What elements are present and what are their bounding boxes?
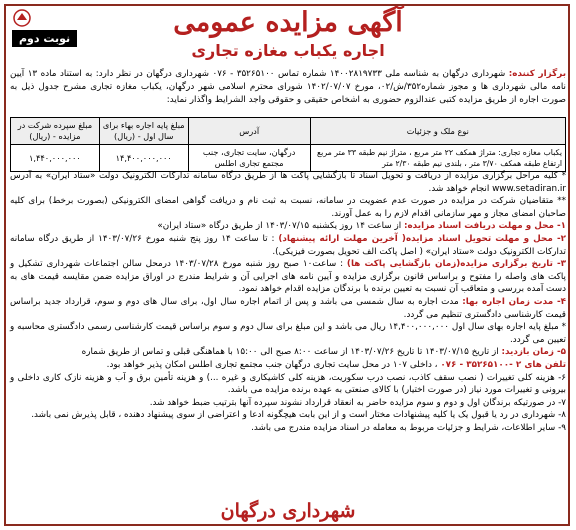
cell-address: درگهان، سایت تجاری، جنب مجتمع تجاری اطلس [188, 145, 310, 172]
terms-body [10, 170, 566, 434]
intro-label: برگزار کننده: [508, 69, 566, 79]
intro-paragraph [10, 68, 566, 107]
page-title: آگهی مزایده عمومی [173, 7, 403, 38]
term-item: ۹- سایر اطلاعات، شرایط و جزئیات مربوط به معامله در اسناد مزایده مندرج می باشد. [251, 422, 566, 433]
term-item: * کلیه مراحل برگزاری مزایده از دریافت و تحویل اسناد تا بازگشایی پاکت ها از طریق درگاه سامانه تدارکات الکترونیک دولت «ستاد ایران» به آدرس www.setadiran.ir انجام خواهد شد. [10, 171, 566, 194]
term-item: * مبلغ پایه اجاره بهای سال اول ۱۴,۴۰۰,۰۰۰,۰۰۰ ریال می باشد و این مبلغ برای سال دوم و سوم براساس قیمت کارشناسی رسمی دادگستری محاسبه و تعیین می گردد. [10, 322, 566, 345]
term-item: ۴- مدت زمان اجاره بها: مدت اجاره به سال شمسی می باشد و پس از اتمام اجاره سال اول، برای سال های دوم و سوم، قرارداد جدید براساس قیمت کارشناسی دادگستری تنظیم می گردد. [10, 296, 566, 320]
cell-base-price: ۱۴,۴۰۰,۰۰۰,۰۰۰ [99, 145, 188, 172]
table-header-row [11, 118, 566, 145]
issuer-signature: شهرداری درگهان [220, 500, 356, 522]
term-item: ۷- در صورتیکه برندگان اول و دوم و سوم مزایده حاضر به انعقاد قرارداد نشوند سپرده آنها بترتیب ضبط خواهد شد. [149, 397, 566, 408]
page-subtitle: اجاره یکباب مغازه تجاری [191, 41, 385, 60]
cell-deposit: ۱,۴۴۰,۰۰۰,۰۰۰ [11, 145, 100, 172]
header-base-price: مبلغ پایه اجاره بهاء برای سال اول - (ریال) [99, 118, 188, 145]
table-row [11, 145, 566, 172]
term-item: ۳- تاریخ برگزاری مزایده(زمان بازگشایی پاکت ها) : ساعت۱۰ صبح روز شنبه مورخ ۱۴۰۳/۰۷/۲۸ درمحل سالن اجتماعات شهرداری تشکیل و پاکت های واصله را مفتوح و براساس قانون برگزاری مزایده و آیین نامه های اجرایی آن و شرایط مندرج در اوراق مزایده ضمن مقایسه قیمت های به دست آمده بررسی و متعاقب آن نسبت به تعیین برنده با برندگان مزایده اقدام خواهد نمود. [10, 259, 567, 295]
term-item: ۱- محل و مهلت دریافت اسناد مزایده: از ساعت ۱۴ روز یکشنبه ۱۴۰۳/۰۷/۱۵ از طریق درگاه «ستاد ایران» [157, 221, 566, 232]
notice-round-badge: نوبت دوم [12, 30, 77, 47]
intro-text: شهرداری درگهان به شناسه ملی ۱۴۰۰۲۸۱۹۷۳۳ شماره تماس ۳۵۲۶۵۱۰۰ - ۰۷۶ شهرداری درگهان در نظر دارد: به استناد ماده ۱۳ آیین نامه مالی شهرداری ها و مجوز شماره۳۵۲/ش/۰۲، مورخ ۱۴۰۲/۰۷/۰۷ شورای محترم اسلامی شهر درگهان، یکباب مغازه تجاری مشرح جدول ذیل به صورت اجاره از طریق مزایده کتبی عندالزوم حضوری به اشخاص حقیقی و حقوقی واجد الشرایط واگذار نماید: [10, 69, 566, 105]
cell-description: یکباب مغازه تجاری: متراژ همکف ۲۲ متر مربع ، متراژ نیم طبقه ۳۳ متر مربع ارتفاع طبقه همکف ۳/۷۰ متر ، بلندی نیم طبقه ۲/۳۰ متر [310, 145, 565, 172]
term-item: ** متقاضیان شرکت در مزایده در صورت عدم عضویت در سامانه، نسبت به ثبت نام و دریافت گواهی امضای الکترونیکی (بصورت برخط) برای کلیه صاحبان امضای مجاز و مهر سازمانی اقدام لازم را به عمل آورند. [10, 196, 566, 219]
term-item: تلفن های ۲ -۳۵۲۶۵۱۰۰ - ۰۷۶ ، داخلی ۱۰۷ در محل سایت تجاری درگهان جنب مجتمع تجاری اطلس امکان پذیر خواهد بود. [106, 359, 566, 370]
header-description: نوع ملک و جزئیات [310, 118, 565, 145]
header-deposit: مبلغ سپرده شرکت در مزایده - (ریال) [11, 118, 100, 145]
header-address: آدرس [188, 118, 310, 145]
auction-items-table [10, 117, 566, 172]
term-item: ۶- هزینه کلی تغییرات ( نصب سقف کاذب، نصب درب سکوریت، هزینه کلی کاشیکاری و غیره ...) و هزینه تأمین برق و آب و هزینه نازک کاری داخلی و بیرونی و تغییرات مورد نیاز (در صورت اختیار) با کالای صنعتی به عهده برنده مزایده می باشد. [10, 372, 566, 396]
term-item: ۸- شهرداری در رد یا قبول یک یا کلیه پیشنهادات مختار است و از این بابت هیچگونه ادعا و اعتراضی از سوی پیشنهاد دهنده ، قابل پذیرش نمی باشد. [31, 410, 566, 421]
term-item: ۲- محل و مهلت تحویل اسناد مزایده( آخرین مهلت ارائه پیشنهاد) : تا ساعت ۱۴ روز پنج شنبه مورخ ۱۴۰۳/۰۷/۲۶ از طریق درگاه سامانه تدارکات الکترونیک دولت «ستاد ایران» ( اصل پاکت الف تحویل بصورت فیزیکی). [10, 233, 566, 257]
term-item: ۵- زمان بازدید: از تاریخ ۱۴۰۳/۰۷/۱۵ تا تاریخ ۱۴۰۳/۰۷/۲۶ از ساعت ۸:۰۰ صبح الی ۱۵:۰۰ با هماهنگی قبلی و تماس از طریق شماره [81, 347, 566, 358]
